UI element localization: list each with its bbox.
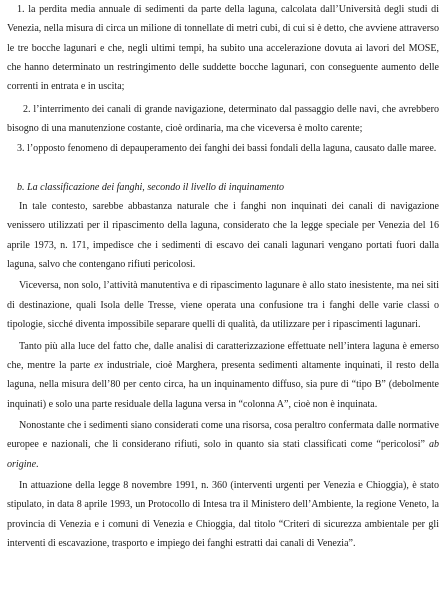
- paragraph-5: In attuazione della legge 8 novembre 1991, n. 360 (interventi urgenti per Venezia e Chioggia), è stato stipulato, in data 8 aprile 1993, un Protocollo di Intesa tra il Ministero dell’Ambiente, la regione Veneto, la provincia di Venezia e i comuni di Venezia e Chioggia, dal titolo “Criteri di sicurezza ambientale per gli interventi di escavazione, trasporto e impiego dei fanghi estratti dai canali di Venezia”.: [7, 479, 439, 549]
- paragraph-4-part-a: Nonostante che i sedimenti siano considerati come una risorsa, cosa peraltro confermata dalle normative europee e nazionali, che li considerano rifiuti, solo in quanto sia stati classificati come “pericolosi”: [7, 419, 439, 451]
- paragraph-3-italic: ex: [94, 359, 103, 371]
- list-item-3: 3. l’opposto fenomeno di depauperamento dei fanghi dei bassi fondali della laguna, causato dalle maree.: [17, 143, 437, 155]
- list-item-1: 1. la perdita media annuale di sedimenti da parte della laguna, calcolata dall’Università degli studi di Venezia, nella misura di circa un milione di tonnellate di metri cubi, di cui si è detto, che avviene attraverso le tre bocche lagunari e che, negli ultimi tempi, ha subito una accelerazione dovuta ai lavori del MOSE, che hanno determinato un restringimento delle suddette bocche lagunari, con conseguente aumento delle correnti in entrata e in uscita;: [7, 4, 439, 93]
- paragraph-3-part-b: industriale, cioè Marghera, presenta sedimenti altamente inquinati, il resto della laguna, nella misura dell’80 per cento circa, ha un inquinamento diffuso, sia pure di “tipo B” (debolmente inquinati) e solo una parte residuale della laguna versa in “colonna A”, cioè non è inquinata.: [7, 359, 439, 410]
- paragraph-1: In tale contesto, sarebbe abbastanza naturale che i fanghi non inquinati dei canali di navigazione venissero utilizzati per il ripascimento della laguna, considerato che la legge speciale per Venezia del 16 aprile 1973, n. 171, impedisce che i sedimenti di escavo dei canali lagunari vengano portati fuori dalla laguna, salvo che contengano rifiuti pericolosi.: [7, 201, 439, 271]
- section-heading: b. La classificazione dei fanghi, secondo il livello di inquinamento: [17, 181, 285, 193]
- paragraph-4-part-b: .: [36, 458, 39, 470]
- list-item-2: 2. l’interrimento dei canali di grande navigazione, determinato dal passaggio delle navi, che avrebbero bisogno di una manutenzione costante, cioè ordinaria, ma che viceversa è molto carente;: [7, 103, 439, 135]
- document-page: [7, 0, 439, 553]
- paragraph-3-part-a: Tanto più alla luce del fatto che, dalle analisi di caratterizzazione effettuate nell’intera laguna è emerso che, mentre la parte: [7, 340, 439, 371]
- paragraph-4: [7, 416, 439, 474]
- paragraph-2: Viceversa, non solo, l’attività manutentiva e di ripascimento lagunare è allo stato inesistente, ma nei siti di destinazione, quali Isola delle Tresse, viene operata una confusione tra i fanghi delle varie classi o tipologie, sicché diventa impossibile separare quelli di qualità, da utilizzare per i ripascimenti lagunari.: [7, 280, 439, 331]
- paragraph-3: [7, 337, 439, 414]
- paragraph-4-italic: ab origine: [7, 439, 439, 470]
